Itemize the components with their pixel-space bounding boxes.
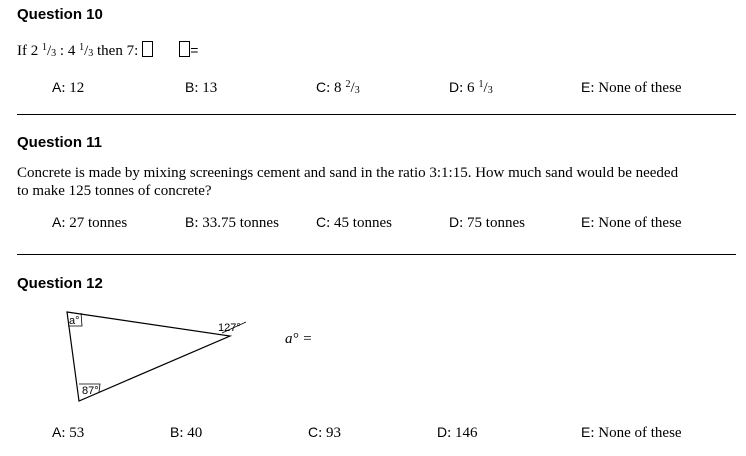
question-10-title: Question 10 [17, 6, 103, 23]
question-11-line-1: Concrete is made by mixing screenings cement and sand in the ratio 3:1:15. How much sand would be needed [17, 165, 679, 181]
q12-option-c[interactable]: C: 93 [308, 424, 342, 441]
angle-label-bottom: 87° [82, 385, 99, 397]
question-12-title: Question 12 [17, 275, 103, 292]
q10-option-d[interactable]: D: 6 $^1/_3$ [449, 79, 493, 96]
angle-label-top: a° [69, 315, 80, 327]
q10-option-c[interactable]: C: 8 $^2/_3$ [316, 79, 360, 96]
q10-option-a[interactable]: A: 12 [52, 79, 85, 96]
q12-option-d[interactable]: D: 146 [437, 424, 478, 441]
question-12-prompt: a° = [285, 331, 313, 347]
q11-option-a[interactable]: A: 27 tonnes [52, 214, 128, 231]
question-11-title: Question 11 [17, 134, 103, 151]
q11-option-b[interactable]: B: 33.75 tonnes [185, 214, 279, 231]
angle-label-right: 127° [218, 322, 241, 334]
q11-option-d[interactable]: D: 75 tonnes [449, 214, 525, 231]
q12-option-b[interactable]: B: 40 [170, 424, 203, 441]
q11-option-e[interactable]: E: None of these [581, 214, 682, 231]
q10-option-b[interactable]: B: 13 [185, 79, 218, 96]
q12-option-e[interactable]: E: None of these [581, 424, 682, 441]
question-11-line-2: to make 125 tonnes of concrete? [17, 183, 212, 199]
q10-option-e[interactable]: E: None of these [581, 79, 682, 96]
question-10-stem: If 2 $^1/_3$ : 4 $^1/_3$ then 7: = [17, 42, 199, 59]
q11-option-c[interactable]: C: 45 tonnes [316, 214, 392, 231]
q12-option-a[interactable]: A: 53 [52, 424, 85, 441]
